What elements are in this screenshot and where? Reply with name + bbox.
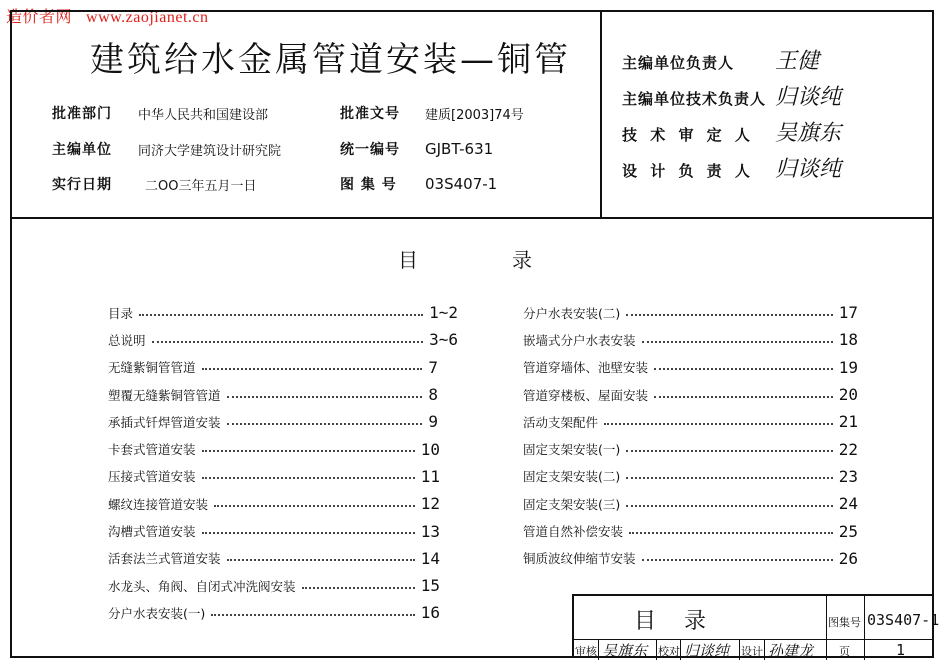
responsible-role-2: 主编单位技术负责人 (622, 90, 767, 108)
toc-heading-right: 录 (512, 248, 532, 272)
unified-no-label: 统一编号 (340, 142, 400, 158)
toc-entry-title: 卡套式管道安装 (108, 442, 196, 458)
toc-entry-page: 12 (420, 494, 440, 514)
toc-leader (202, 368, 423, 370)
toc-leader (642, 559, 833, 561)
toc-leader (654, 396, 833, 398)
toc-entry[interactable] (523, 299, 858, 326)
toc-entry-title: 固定支架安装(二) (523, 469, 621, 485)
title-block-page-no: 1 (896, 641, 906, 659)
title-block-review-label: 审核 (575, 645, 597, 658)
toc-entry-title: 嵌墙式分户水表安装 (523, 332, 636, 348)
title-block-vline (764, 639, 765, 660)
editor-unit-label: 主编单位 (52, 142, 112, 158)
toc-entry-title: 承插式钎焊管道安装 (108, 414, 221, 430)
toc-entry-page: 23 (838, 466, 858, 486)
toc-entry[interactable] (108, 463, 440, 490)
toc-entry[interactable] (108, 572, 440, 599)
toc-entry[interactable] (108, 326, 458, 353)
toc-leader (202, 450, 415, 452)
toc-entry-page: 16 (420, 603, 440, 623)
toc-entry[interactable] (108, 354, 438, 381)
toc-entry-title: 管道自然补偿安装 (523, 524, 624, 540)
toc-left-column (108, 299, 458, 627)
toc-entry-title: 分户水表安装(一) (108, 605, 206, 621)
effective-date: 二OO三年五月一日 (145, 179, 257, 194)
toc-entry[interactable] (523, 354, 858, 381)
toc-entry-title: 总说明 (108, 332, 146, 348)
toc-entry[interactable] (523, 463, 858, 490)
title-block-name (634, 604, 734, 635)
responsible-signature-3: 吴旗东 (775, 121, 842, 146)
toc-entry-page: 21 (838, 412, 858, 432)
toc-leader (202, 477, 415, 479)
title-block-design-signature: 孙建龙 (768, 642, 814, 660)
toc-entry-title: 压接式管道安装 (108, 469, 196, 485)
toc-entry-title: 无缝紫铜管管道 (108, 360, 196, 376)
title-block-page-label: 页 (839, 645, 850, 658)
toc-leader (642, 341, 833, 343)
toc-entry-title: 沟槽式管道安装 (108, 524, 196, 540)
toc-entry-page: 9 (428, 412, 438, 432)
toc-entry[interactable] (523, 381, 858, 408)
document-title: 建筑给水金属管道安装—铜管 (90, 40, 571, 80)
toc-leader (139, 314, 423, 316)
effective-date-label: 实行日期 (52, 177, 112, 193)
title-block-name-left: 目 (634, 609, 685, 634)
toc-entry-page: 25 (838, 521, 858, 541)
editor-unit: 同济大学建筑设计研究院 (138, 144, 282, 159)
toc-entry-title: 固定支架安装(一) (523, 442, 621, 458)
title-block-vline (826, 596, 827, 660)
approval-dept: 中华人民共和国建设部 (138, 108, 269, 123)
title-block-name-right: 录 (684, 609, 735, 634)
approval-doc: 建质[2003]74号 (425, 108, 524, 123)
toc-leader (302, 587, 415, 589)
toc-entry-page: 19 (838, 357, 858, 377)
title-block-atlas-label: 图集号 (828, 616, 861, 629)
responsible-role-4: 设 计 负 责 人 (622, 162, 754, 180)
toc-entry[interactable] (523, 545, 858, 572)
toc-entry[interactable] (523, 326, 858, 353)
toc-entry-title: 管道穿楼板、屋面安装 (523, 387, 649, 403)
toc-entry[interactable] (523, 435, 858, 462)
watermark-url: www.zaojianet.cn (86, 9, 209, 26)
toc-leader (626, 450, 832, 452)
responsible-signature-2: 归谈纯 (775, 85, 842, 110)
title-block-review-signature: 吴旗东 (602, 642, 648, 660)
responsible-signature-1: 王健 (775, 49, 820, 74)
toc-leader (626, 314, 832, 316)
toc-entry-page: 17 (838, 303, 858, 323)
toc-leader (211, 614, 414, 616)
toc-right-column (523, 299, 858, 572)
toc-entry[interactable] (108, 381, 438, 408)
watermark-site-name: 造价者网 (6, 7, 73, 26)
approval-dept-label: 批准部门 (52, 106, 112, 122)
toc-entry-title: 管道穿墙体、池壁安装 (523, 360, 649, 376)
toc-entry[interactable] (523, 490, 858, 517)
toc-entry[interactable] (108, 490, 440, 517)
toc-entry-title: 水龙头、角阀、自闭式冲洗阀安装 (108, 578, 296, 594)
title-block-vline (739, 639, 740, 660)
toc-heading-left: 目 (398, 248, 418, 272)
toc-entry-page: 20 (838, 385, 858, 405)
unified-no: GJBT-631 (425, 140, 494, 158)
toc-entry-page: 18 (838, 330, 858, 350)
approval-doc-label: 批准文号 (340, 106, 400, 122)
toc-leader (227, 559, 415, 561)
responsible-role-1: 主编单位负责人 (622, 54, 735, 72)
toc-entry-title: 分户水表安装(二) (523, 305, 621, 321)
toc-entry-page: 26 (838, 548, 858, 568)
toc-entry-page: 13 (420, 521, 440, 541)
toc-leader (227, 396, 423, 398)
toc-entry-page: 11 (420, 466, 440, 486)
toc-entry-title: 螺纹连接管道安装 (108, 496, 209, 512)
title-block-check-signature: 归谈纯 (684, 642, 730, 660)
toc-entry-title: 铜质波纹伸缩节安装 (523, 551, 636, 567)
toc-entry-page: 22 (838, 439, 858, 459)
title-block-check-label: 校对 (658, 645, 680, 658)
toc-entry-title: 固定支架安装(三) (523, 496, 621, 512)
responsible-signature-4: 归谈纯 (775, 157, 842, 182)
toc-leader (654, 368, 833, 370)
toc-entry-page: 8 (428, 385, 438, 405)
title-block-atlas-no: 03S407-1 (867, 611, 940, 629)
toc-entry-title: 活套法兰式管道安装 (108, 551, 221, 567)
toc-entry[interactable] (108, 599, 440, 626)
title-block (572, 594, 940, 660)
title-block-vline (864, 596, 865, 660)
toc-entry-title: 塑覆无缝紫铜管管道 (108, 387, 221, 403)
toc-entry-page: 14 (420, 548, 440, 568)
header-divider (10, 217, 934, 219)
toc-leader (626, 505, 832, 507)
responsible-role-3: 技 术 审 定 人 (622, 126, 754, 144)
title-block-design-label: 设计 (741, 645, 763, 658)
toc-entry-page: 7 (428, 357, 438, 377)
toc-entry-title: 目录 (108, 305, 134, 321)
atlas-no-label: 图 集 号 (340, 177, 397, 193)
toc-entry-title: 活动支架配件 (523, 414, 599, 430)
toc-leader (604, 423, 833, 425)
toc-entry[interactable] (108, 299, 458, 326)
toc-entry[interactable] (523, 408, 858, 435)
toc-entry-page: 15 (420, 576, 440, 596)
toc-leader (152, 341, 424, 343)
toc-entry[interactable] (523, 517, 858, 544)
header-vertical-divider (600, 10, 602, 218)
title-block-vline (656, 639, 657, 660)
toc-leader (202, 532, 415, 534)
toc-entry[interactable] (108, 517, 440, 544)
toc-entry-page: 10 (420, 439, 440, 459)
toc-entry[interactable] (108, 408, 438, 435)
toc-entry[interactable] (108, 435, 440, 462)
toc-leader (626, 477, 832, 479)
toc-entry-page: 1~2 (429, 303, 458, 323)
atlas-no: 03S407-1 (425, 175, 498, 193)
toc-entry-page: 24 (838, 494, 858, 514)
title-block-vline (598, 639, 599, 660)
title-block-vline (680, 639, 681, 660)
toc-leader (629, 532, 833, 534)
toc-entry-page: 3~6 (429, 330, 458, 350)
toc-leader (214, 505, 415, 507)
toc-leader (227, 423, 423, 425)
toc-entry[interactable] (108, 545, 440, 572)
